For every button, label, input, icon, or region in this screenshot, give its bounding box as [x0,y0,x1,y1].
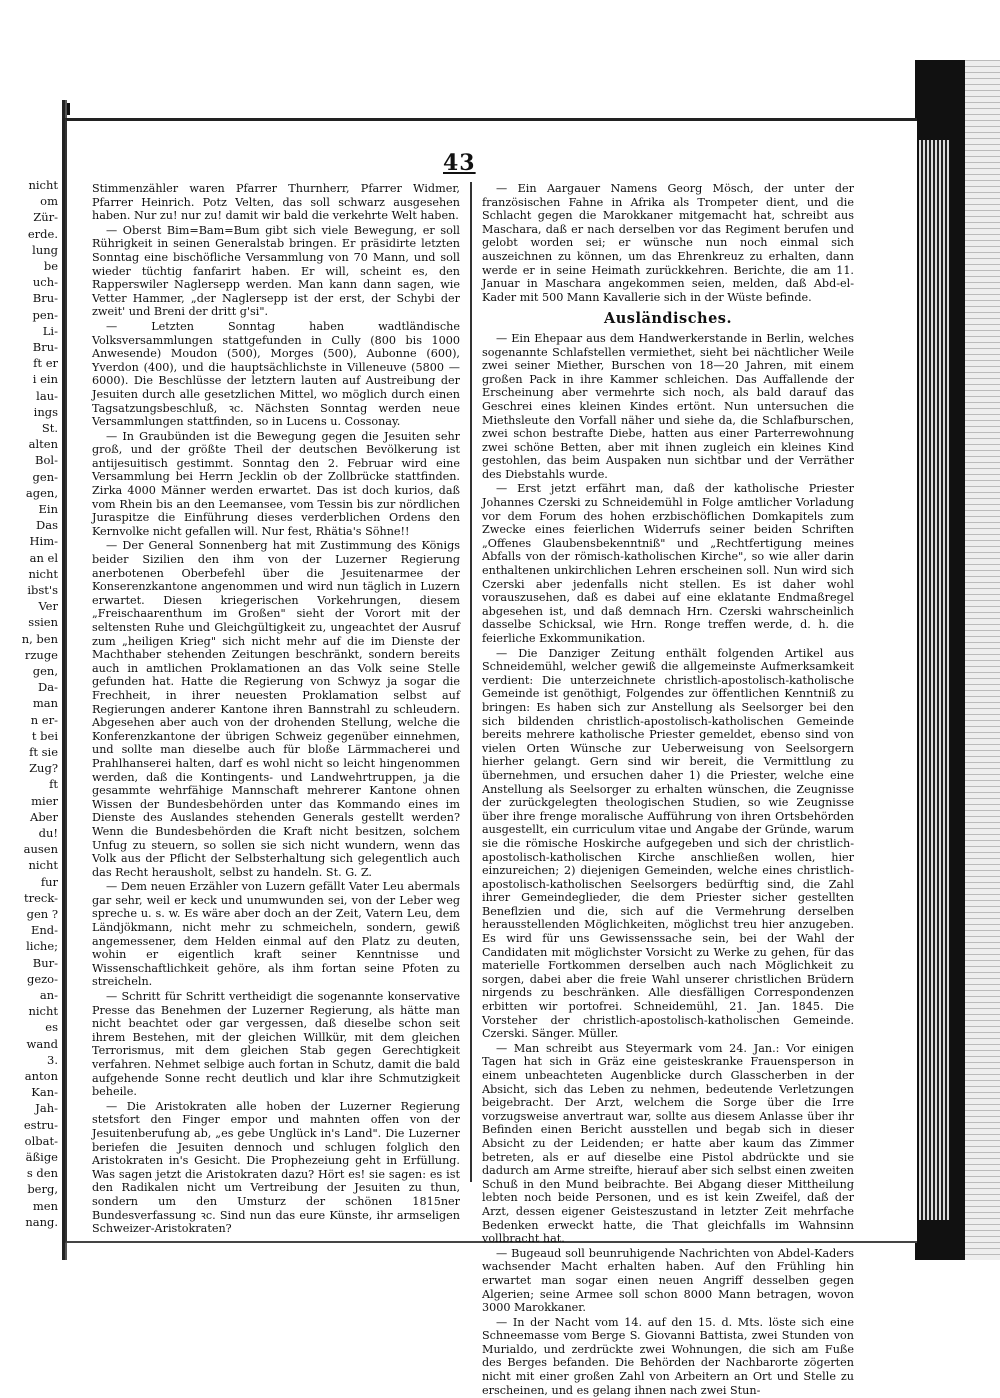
margin-fragment: gen ? [26,907,58,921]
margin-fragment: Da- [38,680,58,695]
article-paragraph: — Der General Sonnenberg hat mit Zustimmung des Königs beider Sizilien den ihm von der Luzerner Regierung anerbotenen Oberbefehl über die Jesuitenarmee der Konserenzkantone angenommen und wird nun täglich in Luzern erwartet. Diesen kriegerischen Vorkehrungen, diesem „Freischaarenthum im Großen" sieht der Vorort mit der seltensten Ruhe und Gleichgültigkeit zu, ungeachtet der Ausruf zum „heiligen Krieg" sich nicht mehr auf die im Dienste der Machthaber stehenden Zeitungen beschränkt, sondern bereits auch in amtlichen Proklamationen an das Volk seine Stelle gefunden hat. Hatte die Regierung von Schwyz ja sogar die Frechheit, in ihrer neuesten Proklamation selbst auf Regierungen anderer Kantone ihren Bannstrahl zu schleudern. Abgesehen aber auch von der drohenden Stellung, welche die Konferenzkantone der übrigen Schweiz gegenüber einnehmen, und sollte man dieselbe auch für bloße Lärmmacherei und Prahlhanserei halten, darf es wohl nicht so leicht hingenommen werden, daß die Kontingents- und Landwehrtruppen, ja die gesammte wehrfähige Mannschaft mehrerer Kantone ohnen Wissen der Bundesbehörden unter das Kommando eines im Dienste des Auslandes stehenden Generals gestellt werden? Wenn die Bundesbehörden die Kraft nicht besitzen, solchem Unfug zu steuern, so sollen sie sich nicht wundern, wenn das Volk aus der Pflicht der Selbsterhaltung sich gelegentlich auch das Recht herausholt, selbst zu handeln. St. G. Z. [92,539,460,879]
margin-fragment: mier [31,793,58,808]
margin-fragment: äßige [25,1150,58,1164]
margin-fragment: nicht [28,858,58,873]
margin-fragment: Kan- [31,1085,58,1100]
section-heading: Ausländisches. [603,310,733,328]
margin-fragment: Bru- [32,340,58,354]
margin-fragment: lau- [36,388,58,403]
article-paragraph: — Dem neuen Erzähler von Luzern gefällt Vater Leu abermals gar sehr, weil er keck und unumwunden sei, von der Leber weg spreche u. s. w. Es wäre aber doch an der Zeit, Vatern Leu, dem Ländjökmann, nicht mehr zu schmeicheln, sondern, gewiß angemessener, dem Helden einmal auf den Platz zu deuten, wohin er eigentlich kraft seiner Kenntnisse und Wissenschaftlichkeit gehöre, als ihm fortan seine Pfoten zu streicheln. [92,880,460,989]
article-paragraph: — Die Danziger Zeitung enthält folgenden Artikel aus Schneidemühl, welcher gewiß die allgemeinste Aufmerksamkeit verdient: Die unterzeichnete christlich-apostolisch-katholische Gemeinde ist genöthigt, Folgendes zur öffentlichen Kenntniß zu bringen: Es haben sich zur Anstellung als Seelsorger bei den sich bildenden christlich-apostolisch-katholischen Gemeinde bereits mehrere katholische Priester gemeldet, ebenso sind von vielen Orten Wünsche zur Ueberweisung von Seelsorgern hierher gelangt. Gern sind wir bereit, die Vermittlung zu übernehmen, und ersuchen daher 1) die Priester, welche eine Anstellung als Seelsorger zu erhalten wünschen, die Zeugnisse der zurückgelegten theologischen Studien, so wie Zeugnisse über ihre frenge moralische Aufführung von ihren Ortsbehörden ausgestellt, ein curriculum vitae und Angabe der Gründe, warum sie die römische Hoskirche aufgegeben und sich der christlich-apostolisch-katholischen Kirche anschließen wollen, hier einzureichen; 2) diejenigen Gemeinden, welche eines christlich-apostolisch-katholischen Seelsorgers bedürftig sind, die Zahl ihrer Gemeindeglieder, die dem Priester sicher gestellten Beneflzien und die, sich auf die Vermehrung derselben herausstellenden Möglichkeiten, möglichst treu hier anzugeben. Es wird für uns Gewissenssache sein, bei der Wahl der Candidaten mit möglichster Vorsicht zu Werke zu gehen, für das materielle Fortkommen derselben auch nach Möglichkeit zu sorgen, dabei aber die freie Wahl unserer christlichen Brüdern nirgends zu beschränken. Alle diesfälligen Correspondenzen erbitten wir portofrei. Schneidemühl, 21. Jan. 1845. Die Vorsteher der christlich-apostolisch-katholischen Gemeinde. Czerski. Sänger. Müller. [482,646,854,1041]
margin-fragment: ft sie [29,745,58,759]
right-column-top [482,182,854,304]
margin-fragment: i ein [32,372,58,387]
margin-fragment: olbat- [24,1133,58,1148]
margin-fragment: Ein [38,502,58,516]
margin-fragment: man [32,696,58,711]
margin-fragment: an- [39,988,58,1002]
left-adjacent-page [0,100,65,1260]
margin-fragment: om [40,194,58,209]
right-book-edge [915,60,1000,1260]
margin-fragment: gen, [32,664,58,678]
margin-fragment: ssien [28,615,58,630]
margin-fragment: s den [26,1166,58,1181]
article-paragraph: — In Graubünden ist die Bewegung gegen die Jesuiten sehr groß, und der größte Theil der deutschen Bevölkerung ist antijesuitisch gestimmt. Sonntag den 2. Februar wird eine Versammlung bei Herrn Jecklin ob der Zollbrücke stattfinden. Zirka 4000 Männer werden erwartet. Das ist doch kurios, daß vom Rhein bis an den Leemansee, vom Tessin bis zur nördlichen Juraspitze die Einführung dieses verderblichen Ordens den Kernvolke nicht gefallen will. Nur fest, Rhätia's Söhne!! [92,429,460,538]
right-column-articles [482,332,854,1397]
margin-fragment: du! [38,826,58,840]
margin-fragment: uch- [32,275,58,290]
margin-fragment: Zür- [33,210,58,225]
article-paragraph: — Oberst Bim=Bam=Bum gibt sich viele Bewegung, er soll Rührigkeit in seinen Generalstab bringen. Er präsidirte letzten Sonntag eine bischöfliche Versammlung von 70 Mann, und soll wieder tüchtig fanfarirt haben. Er will, scheint es, den Rapperswiler Naglersepp werden. Man kann dann sagen, wie Vetter Hammer, „der Naglersepp ist der erst, der Schybi der zweit' und Breni der dritt g'si". [92,223,460,319]
margin-fragment: n, ben [21,631,58,646]
margin-fragment: nang. [25,1214,58,1229]
article-paragraph: Stimmenzähler waren Pfarrer Thurnherr, Pfarrer Widmer, Pfarrer Heinrich. Potz Velten, das soll schwarz ausgesehen haben. Nur zu! nur zu! damit wir bald die verkehrte Welt haben. [92,182,460,223]
margin-fragment: wand [26,1036,58,1051]
margin-fragment: ft er [33,356,58,371]
page-stack-edge [919,140,949,1220]
margin-fragment: Him- [29,534,58,549]
margin-fragment: ings [33,404,58,419]
margin-fragment: Zug? [29,761,58,776]
margin-fragment: rzuge [24,647,58,662]
margin-fragment: Bru- [32,291,58,306]
margin-fragment: ft [49,777,58,792]
article-paragraph: — Letzten Sonntag haben wadtländische Volksversammlungen stattgefunden in Cully (800 bis 1000 Anwesende) Moudon (500), Morges (500), Aubonne (600), Yverdon (400), und die hauptsächlichste in Villeneuve (5800 — 6000). Die Beschlüsse der letztern lauten auf Austreibung der Jesuiten durch alle gesetzlichen Mittel, wo möglich durch einen Tagsatzungsbeschluß, ꝛc. Nächsten Sonntag werden neue Versammlungen stattfinden, so in Lucens u. Cossonay. [92,319,460,429]
column-divider [470,182,472,1182]
margin-fragment: es [45,1020,58,1035]
margin-fragment: n er- [30,712,58,727]
outer-margin [965,60,1000,1260]
margin-fragment: berg, [27,1182,58,1197]
margin-fragment: erde. [27,226,58,241]
article-paragraph: — Bugeaud soll beunruhigende Nachrichten von Abdel-Kaders wachsender Macht erhalten haben. Auf den Frühling hin erwartet man sogar einen neuen Angriff desselben gegen Algerien; seine Armee soll schon 8000 Mann betragen, wovon 3000 Marokkaner. [482,1246,854,1315]
margin-fragment: gezo- [26,971,58,986]
margin-fragment: treck- [23,890,58,905]
article-paragraph: — Schritt für Schritt vertheidigt die sogenannte konservative Presse das Benehmen der Luzerner Regierung, als hätte man nicht beachtet oder gar vergessen, daß dieselbe schon seit ihrem Bestehen, mit der gleichen Willkür, mit dem gleichen Terrorismus, mit dem gleichen Stab gegen Gerechtigkeit verfahren. Nehmet selbige auch fortan in Schutz, damit die bald aufgehende Sonne recht deutlich und klar ihre Schmutzigkeit beheile. [92,990,460,1099]
margin-fragment: agen, [25,485,58,500]
article-paragraph: — Ein Aargauer Namens Georg Mösch, der unter der französischen Fahne in Afrika als Trompeter dient, und die Schlacht gegen die Marokkaner mitgemacht hat, schreibt aus Maschara, daß er nach derselben vor das Regiment berufen und gelobt worden sei; er wünsche nun noch einmal sich auszeichnen zu können, um das Ehrenkreuz zu erhalten, dann werde er in seine Heimath zurückkehren. Berichte, die am 11. Januar in Maschara angekommen seien, melden, daß Abd-el-Kader mit 500 Mann Kavallerie sich in der Wüste befinde. [482,182,854,304]
article-paragraph: — Die Aristokraten alle hoben der Luzerner Regierung stetsfort den Finger empor und mahnten offen von der Jesuitenberufung ab, „es gebe Unglück in's Land". Die Luzerner beriefen die Jesuiten dennoch und schlugen folglich den Aristokraten in's Gesicht. Die Prophezeiung geht in Erfüllung. Was sagen jetzt die Aristokraten dazu? Hört es! sie sagen: es ist den Radikalen nicht um Vertreibung der Jesuiten zu thun, sondern um den Umsturz der schönen 1815ner Bundesverfassung ꝛc. Sind nun das eure Künste, ihr armseligen Schweizer-Aristokraten? [92,1099,460,1236]
margin-fragment: Aber [30,809,58,824]
margin-fragment: Bol- [35,453,58,468]
margin-fragment: St. [41,421,58,435]
margin-fragment: End- [30,923,58,938]
margin-fragment: men [32,1198,58,1213]
margin-fragment: Jah- [35,1101,58,1116]
margin-fragment: liche; [26,939,58,954]
page-number: 43 [443,150,476,176]
margin-fragment: ausen [23,842,58,857]
margin-fragment: nicht [28,566,58,581]
left-column [92,182,460,1237]
right-column [482,182,854,1398]
margin-fragment: t bei [31,728,58,743]
margin-fragment: an el [29,550,58,565]
margin-fragment: anton [24,1069,58,1083]
margin-fragment: nicht [28,178,58,192]
margin-fragment: Li- [42,323,58,338]
article-paragraph: — Man schreibt aus Steyermark vom 24. Jan.: Vor einigen Tagen hat sich in Gräz eine geisteskranke Frauensperson in einem unbeachteten Augenblicke durch Glasscherben in der Absicht, sich das Leben zu nehmen, bedeutende Verletzungen beigebracht. Der Arzt, welchem die Sorge über die Irre vorzugsweise anvertraut war, sollte aus diesem Anlasse über ihr Befinden einen Bericht ausstellen und begab sich in dieser Absicht zu der Leidenden; er hatte aber kaum das Zimmer betreten, als er auf dieselbe eine Pistol abdrückte und sie dadurch am Arme streifte, hierauf aber sich selbst einen zweiten Schuß in den Mund beibrachte. Bei Abgang dieser Mittheilung lebten noch beide Personen, und es ist kein Zweifel, daß der Arzt, dessen eigener Geisteszustand in letzter Zeit mehrfache Bedenken erweckt hatte, die That gleichfalls im Wahnsinn vollbracht hat. [482,1041,854,1246]
margin-fragment: Ver [38,599,58,614]
margin-fragment: fur [40,874,58,889]
article-paragraph: — Erst jetzt erfährt man, daß der katholische Priester Johannes Czerski zu Schneidemühl in Folge amtlicher Vorladung vor dem Forum des hohen erzbischöflichen Domkapitels zum Zwecke eines feierlichen Widerrufs seiner beiden Schriften „Offenes Glaubensbekenntniß" und „Rechtfertigung meines Abfalls von der römisch-katholischen Kirche", so wie aller darin enthaltenen unkirchlichen Lehren erscheinen soll. Nun wird sich Czerski aber jedenfalls nicht stellen. Es ist daher wohl vorauszusehen, daß es dabei auf eine eklatante Endmaßregel abgesehen ist, und daß demnach Hrn. Czerski wahrscheinlich dasselbe Schicksal, wie Hrn. Ronge treffen werde, d. h. die feierliche Exkommunikation. [482,482,854,645]
margin-fragment: ibst's [27,583,58,597]
margin-fragment: Bur- [32,955,58,970]
article-paragraph: — In der Nacht vom 14. auf den 15. d. Mts. löste sich eine Schneemasse vom Berge S. Giovanni Battista, zwei Stunden von Murialdo, und zerdrückte zwei Wohnungen, die sich am Fuße des Berges befanden. Die Behörden der Nachbarorte zögerten nicht mit einer großen Zahl von Arbeitern an Ort und Stelle zu erscheinen, und es gelang ihnen nach zwei Stun- [482,1315,854,1397]
margin-fragment: be [43,259,58,273]
margin-fragment: Das [36,518,58,533]
margin-fragment: alten [28,437,58,452]
margin-fragment: 3. [47,1052,58,1067]
margin-fragment: lung [32,242,58,257]
margin-fragment: gen- [32,469,58,484]
article-paragraph: — Ein Ehepaar aus dem Handwerkerstande in Berlin, welches sogenannte Schlafstellen vermiethet, sieht bei nächtlicher Weile zwei seiner Miether, Burschen von 18—20 Jahren, mit einem großen Pack in ihre Kammer schleichen. Das Auffallende der Erscheinung aber vermehrte sich noch, als bald darauf das Geschrei eines kleinen Kindes ertönt. Nun untersuchen die Miethsleute den Vorfall näher und siehe da, die Schlafburschen, zwei schon bestrafte Diebe, hatten aus einer Parterrewohnung zwei schöne Betten, aber mit ihnen zugleich ein kleines Kind gestohlen, das beim Auspaken nun sichtbar und der Verräther des Diebstahls wurde. [482,331,854,481]
margin-fragment: nicht [28,1004,58,1019]
margin-fragment: pen- [32,307,58,322]
margin-fragment: estru- [23,1117,58,1132]
